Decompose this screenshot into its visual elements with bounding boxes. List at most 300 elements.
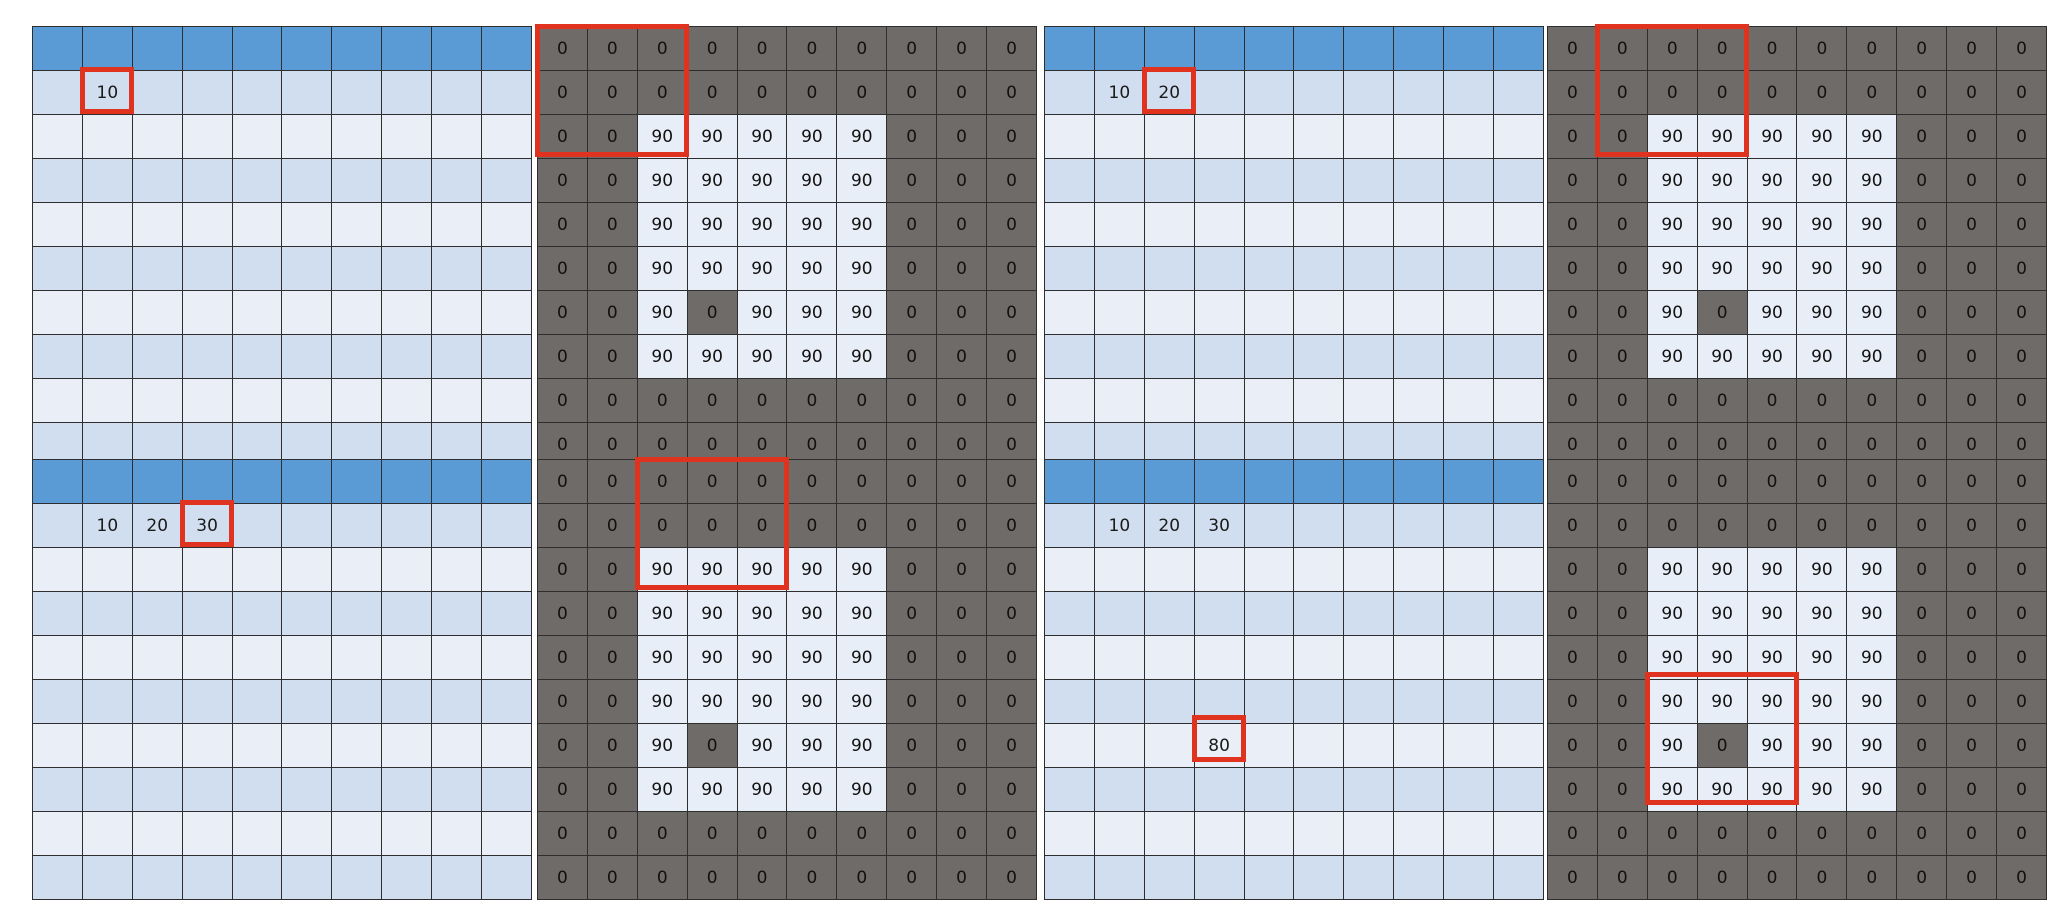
output-cell [1094, 636, 1144, 680]
output-cell [1394, 592, 1444, 636]
output-cell [1494, 856, 1544, 900]
output-cell [33, 636, 83, 680]
output-cell [1194, 460, 1244, 504]
output-cell [33, 71, 83, 115]
output-grid-step-3 [32, 459, 532, 900]
input-pixel: 0 [887, 379, 937, 423]
output-cell [432, 592, 482, 636]
output-cell [332, 680, 382, 724]
output-cell [1194, 71, 1244, 115]
input-pixel: 90 [637, 768, 687, 812]
output-cell [1294, 335, 1344, 379]
input-pixel: 0 [1997, 636, 2047, 680]
output-cell [1094, 856, 1144, 900]
output-cell [382, 291, 432, 335]
output-cell [1344, 159, 1394, 203]
input-pixel: 0 [937, 379, 987, 423]
input-pixel: 90 [787, 592, 837, 636]
output-cell [1244, 379, 1294, 423]
output-cell [182, 71, 232, 115]
output-cell [432, 680, 482, 724]
output-cell [1045, 768, 1095, 812]
input-pixel: 90 [1697, 115, 1747, 159]
output-cell [482, 812, 532, 856]
input-row [538, 247, 1037, 291]
input-pixel: 0 [1597, 768, 1647, 812]
input-pixel: 0 [937, 27, 987, 71]
input-pixel: 90 [787, 115, 837, 159]
input-pixel: 0 [787, 423, 837, 467]
input-pixel: 0 [1647, 856, 1697, 900]
output-cell [1494, 460, 1544, 504]
output-row [33, 27, 532, 71]
input-pixel: 0 [887, 504, 937, 548]
output-cell [1394, 724, 1444, 768]
input-pixel: 0 [1597, 379, 1647, 423]
input-pixel: 90 [1797, 247, 1847, 291]
output-cell [1444, 335, 1494, 379]
input-pixel: 90 [1797, 335, 1847, 379]
output-cell [132, 335, 182, 379]
output-cell [1244, 460, 1294, 504]
output-cell [382, 812, 432, 856]
input-pixel: 90 [687, 768, 737, 812]
output-cell [482, 247, 532, 291]
output-cell [1344, 115, 1394, 159]
input-pixel: 0 [1897, 504, 1947, 548]
input-pixel: 0 [1797, 460, 1847, 504]
input-pixel: 0 [1597, 636, 1647, 680]
input-pixel: 0 [1897, 768, 1947, 812]
output-cell [1045, 247, 1095, 291]
output-cell [1194, 768, 1244, 812]
output-cell [1494, 504, 1544, 548]
output-cell [1194, 203, 1244, 247]
output-cell [82, 203, 132, 247]
output-cell [33, 856, 83, 900]
input-pixel: 90 [837, 592, 887, 636]
output-cell [132, 636, 182, 680]
output-cell [182, 768, 232, 812]
output-cell [482, 27, 532, 71]
input-row [538, 856, 1037, 900]
input-pixel: 0 [1997, 115, 2047, 159]
input-pixel: 90 [787, 768, 837, 812]
input-pixel: 0 [787, 504, 837, 548]
input-pixel: 0 [987, 548, 1037, 592]
input-pixel: 0 [1548, 335, 1598, 379]
output-grid-step-1 [32, 26, 532, 467]
output-row [1045, 203, 1544, 247]
input-pixel: 90 [1747, 592, 1797, 636]
input-pixel: 0 [1897, 592, 1947, 636]
input-pixel: 0 [1997, 71, 2047, 115]
input-pixel: 0 [1997, 460, 2047, 504]
output-cell [382, 636, 432, 680]
output-cell [82, 592, 132, 636]
input-pixel: 0 [1997, 680, 2047, 724]
input-pixel: 0 [1997, 812, 2047, 856]
input-pixel: 90 [837, 291, 887, 335]
input-pixel: 90 [1797, 592, 1847, 636]
input-row [1548, 460, 2047, 504]
input-pixel: 0 [1947, 680, 1997, 724]
output-cell [1444, 379, 1494, 423]
input-pixel: 0 [1697, 423, 1747, 467]
input-pixel: 0 [1947, 379, 1997, 423]
input-pixel: 90 [687, 115, 737, 159]
input-row [1548, 636, 2047, 680]
input-pixel: 0 [987, 71, 1037, 115]
output-cell [382, 724, 432, 768]
input-pixel: 0 [587, 592, 637, 636]
output-cell [132, 856, 182, 900]
input-pixel: 0 [887, 291, 937, 335]
input-pixel: 0 [1697, 724, 1747, 768]
output-cell [182, 379, 232, 423]
input-pixel: 0 [837, 812, 887, 856]
output-cell [1244, 159, 1294, 203]
output-cell [1094, 27, 1144, 71]
input-image-grid-step-4 [1547, 459, 2047, 900]
output-cell [1194, 812, 1244, 856]
output-cell [282, 636, 332, 680]
output-cell: 80 [1194, 724, 1244, 768]
output-row [33, 159, 532, 203]
input-pixel: 0 [1947, 115, 1997, 159]
output-cell [1244, 504, 1294, 548]
input-pixel: 90 [637, 291, 687, 335]
output-cell [1045, 115, 1095, 159]
input-pixel: 0 [1747, 27, 1797, 71]
input-pixel: 90 [1847, 159, 1897, 203]
input-pixel: 90 [1697, 203, 1747, 247]
output-cell [1244, 335, 1294, 379]
output-cell [1244, 680, 1294, 724]
output-row [33, 724, 532, 768]
output-cell [132, 115, 182, 159]
output-cell [1144, 812, 1194, 856]
input-row [538, 379, 1037, 423]
output-cell [1494, 768, 1544, 812]
input-pixel: 0 [1548, 115, 1598, 159]
input-pixel: 0 [538, 812, 588, 856]
input-pixel: 0 [1548, 768, 1598, 812]
input-pixel: 0 [1697, 856, 1747, 900]
output-cell [82, 724, 132, 768]
output-cell [282, 768, 332, 812]
output-cell [282, 856, 332, 900]
input-row [1548, 548, 2047, 592]
input-pixel: 0 [587, 636, 637, 680]
input-pixel: 90 [1747, 291, 1797, 335]
input-pixel: 0 [687, 27, 737, 71]
output-cell [82, 379, 132, 423]
output-cell [132, 460, 182, 504]
input-pixel: 0 [587, 856, 637, 900]
input-pixel: 90 [737, 592, 787, 636]
input-pixel: 0 [887, 159, 937, 203]
output-cell [1244, 768, 1294, 812]
output-cell [232, 291, 282, 335]
output-cell [1144, 724, 1194, 768]
input-pixel: 0 [587, 291, 637, 335]
input-pixel: 0 [1697, 460, 1747, 504]
output-cell [1444, 203, 1494, 247]
input-pixel: 0 [937, 115, 987, 159]
input-pixel: 0 [687, 504, 737, 548]
output-row [33, 335, 532, 379]
input-pixel: 90 [1647, 247, 1697, 291]
input-pixel: 90 [787, 291, 837, 335]
input-pixel: 0 [1947, 636, 1997, 680]
input-pixel: 0 [637, 460, 687, 504]
output-cell [332, 291, 382, 335]
input-pixel: 0 [1997, 27, 2047, 71]
input-pixel: 90 [737, 247, 787, 291]
output-cell [282, 812, 332, 856]
input-pixel: 0 [1548, 592, 1598, 636]
input-pixel: 0 [1897, 291, 1947, 335]
output-cell [82, 680, 132, 724]
output-cell [282, 504, 332, 548]
input-pixel: 0 [787, 379, 837, 423]
input-pixel: 0 [1897, 460, 1947, 504]
output-cell [1294, 460, 1344, 504]
input-pixel: 90 [837, 636, 887, 680]
input-pixel: 0 [538, 115, 588, 159]
input-pixel: 0 [1747, 379, 1797, 423]
output-cell: 20 [132, 504, 182, 548]
input-pixel: 0 [538, 423, 588, 467]
input-pixel: 90 [1797, 115, 1847, 159]
input-pixel: 0 [637, 71, 687, 115]
input-pixel: 0 [937, 335, 987, 379]
input-row [1548, 379, 2047, 423]
output-cell [1244, 724, 1294, 768]
input-pixel: 90 [1647, 115, 1697, 159]
output-row [1045, 680, 1544, 724]
input-pixel: 90 [1747, 335, 1797, 379]
input-pixel: 0 [937, 768, 987, 812]
input-pixel: 0 [1797, 27, 1847, 71]
input-pixel: 0 [1548, 159, 1598, 203]
output-cell [1294, 724, 1344, 768]
output-cell [332, 856, 382, 900]
input-pixel: 90 [1797, 159, 1847, 203]
input-pixel: 0 [637, 379, 687, 423]
output-cell [1294, 115, 1344, 159]
input-pixel: 90 [737, 335, 787, 379]
input-pixel: 90 [1697, 548, 1747, 592]
output-cell [33, 291, 83, 335]
input-pixel: 0 [1997, 423, 2047, 467]
input-pixel: 0 [1997, 335, 2047, 379]
output-cell [232, 460, 282, 504]
output-cell [33, 592, 83, 636]
input-pixel: 0 [1997, 504, 2047, 548]
input-pixel: 0 [1897, 423, 1947, 467]
input-pixel: 90 [787, 159, 837, 203]
output-cell [332, 460, 382, 504]
output-cell [1094, 768, 1144, 812]
output-cell [482, 159, 532, 203]
output-cell [332, 159, 382, 203]
output-cell [1144, 115, 1194, 159]
input-pixel: 90 [1647, 724, 1697, 768]
input-pixel: 90 [787, 548, 837, 592]
output-cell [1294, 856, 1344, 900]
output-cell [132, 379, 182, 423]
output-cell [1394, 335, 1444, 379]
input-pixel: 0 [737, 27, 787, 71]
input-pixel: 0 [987, 115, 1037, 159]
input-pixel: 0 [1947, 724, 1997, 768]
input-pixel: 0 [937, 592, 987, 636]
output-row [1045, 27, 1544, 71]
input-row [1548, 680, 2047, 724]
output-cell [1294, 159, 1344, 203]
output-cell [382, 504, 432, 548]
output-cell [1394, 203, 1444, 247]
output-cell [1344, 71, 1394, 115]
output-cell [232, 115, 282, 159]
output-cell [1344, 379, 1394, 423]
input-pixel: 0 [1647, 71, 1697, 115]
output-cell [1194, 680, 1244, 724]
output-cell [182, 27, 232, 71]
input-pixel: 0 [1747, 504, 1797, 548]
output-cell [1045, 71, 1095, 115]
output-cell [1045, 291, 1095, 335]
output-row [33, 71, 532, 115]
output-cell [332, 548, 382, 592]
input-pixel: 90 [1847, 548, 1897, 592]
input-pixel: 0 [1597, 335, 1647, 379]
output-cell [1494, 27, 1544, 71]
input-pixel: 90 [837, 247, 887, 291]
input-pixel: 0 [687, 460, 737, 504]
input-pixel: 90 [1647, 335, 1697, 379]
output-cell [282, 115, 332, 159]
input-pixel: 0 [1997, 768, 2047, 812]
input-pixel: 90 [687, 335, 737, 379]
output-cell [432, 812, 482, 856]
output-cell [182, 460, 232, 504]
output-cell [1444, 680, 1494, 724]
input-row [538, 460, 1037, 504]
output-cell [232, 379, 282, 423]
output-cell [232, 504, 282, 548]
output-cell [432, 504, 482, 548]
input-pixel: 90 [1647, 768, 1697, 812]
input-pixel: 90 [637, 159, 687, 203]
input-pixel: 0 [687, 71, 737, 115]
input-pixel: 90 [1747, 548, 1797, 592]
input-pixel: 0 [1897, 247, 1947, 291]
output-cell [1444, 115, 1494, 159]
output-cell [232, 27, 282, 71]
input-pixel: 0 [538, 71, 588, 115]
output-cell [132, 27, 182, 71]
output-cell [232, 636, 282, 680]
output-cell [1194, 115, 1244, 159]
input-pixel: 0 [837, 423, 887, 467]
input-pixel: 0 [887, 247, 937, 291]
input-pixel: 0 [1647, 812, 1697, 856]
input-pixel: 0 [737, 423, 787, 467]
input-pixel: 90 [787, 335, 837, 379]
output-cell [1294, 71, 1344, 115]
input-pixel: 0 [1947, 548, 1997, 592]
output-cell [1045, 379, 1095, 423]
input-pixel: 0 [1597, 504, 1647, 548]
output-cell [482, 548, 532, 592]
input-pixel: 0 [1847, 71, 1897, 115]
output-cell [232, 203, 282, 247]
input-pixel: 0 [1647, 423, 1697, 467]
input-pixel: 0 [538, 548, 588, 592]
input-pixel: 0 [637, 423, 687, 467]
output-cell [1144, 592, 1194, 636]
input-pixel: 0 [1697, 379, 1747, 423]
output-cell [1094, 812, 1144, 856]
input-pixel: 0 [1897, 680, 1947, 724]
input-pixel: 0 [937, 856, 987, 900]
input-pixel: 0 [538, 680, 588, 724]
input-pixel: 0 [1947, 460, 1997, 504]
input-pixel: 0 [1697, 504, 1747, 548]
input-pixel: 0 [787, 812, 837, 856]
input-pixel: 90 [1747, 724, 1797, 768]
input-pixel: 90 [637, 203, 687, 247]
output-cell [1494, 636, 1544, 680]
input-pixel: 0 [587, 379, 637, 423]
output-cell [1444, 768, 1494, 812]
output-cell [1144, 203, 1194, 247]
input-pixel: 90 [637, 592, 687, 636]
output-cell [1444, 548, 1494, 592]
output-cell [1094, 379, 1144, 423]
output-cell [482, 203, 532, 247]
output-cell [1394, 636, 1444, 680]
input-row [1548, 291, 2047, 335]
output-cell [482, 724, 532, 768]
output-cell [332, 812, 382, 856]
input-pixel: 0 [937, 812, 987, 856]
output-cell [182, 291, 232, 335]
input-pixel: 0 [1597, 856, 1647, 900]
output-cell [132, 812, 182, 856]
input-pixel: 0 [1548, 724, 1598, 768]
input-pixel: 0 [987, 247, 1037, 291]
output-row [33, 548, 532, 592]
output-row [33, 812, 532, 856]
input-pixel: 0 [538, 636, 588, 680]
output-cell [1244, 247, 1294, 291]
input-row [1548, 115, 2047, 159]
output-cell [1444, 71, 1494, 115]
output-cell [82, 856, 132, 900]
input-pixel: 0 [1797, 423, 1847, 467]
output-cell [332, 27, 382, 71]
output-cell [132, 291, 182, 335]
output-cell [1444, 27, 1494, 71]
input-pixel: 90 [737, 115, 787, 159]
output-row [33, 856, 532, 900]
output-cell [1344, 291, 1394, 335]
output-cell [82, 247, 132, 291]
